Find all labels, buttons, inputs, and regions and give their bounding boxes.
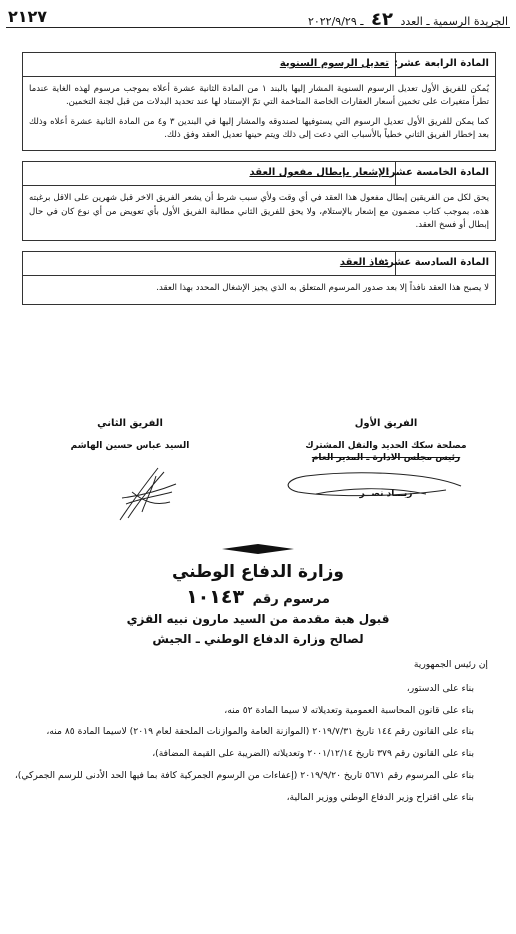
- preamble-item: بناء على المرسوم رقم ٥٦٧١ تاريخ ٢٠١٩/٩/٢٠ (إعفاءات من الرسوم الجمركية كافة بما فيها الحد الأدنى للرسم الجمركي)،: [14, 769, 474, 781]
- page-number: ٢١٢٧: [8, 7, 48, 26]
- article-14-paragraph-1: يُمكن للفريق الأول تعديل الرسوم السنوية المشار إليها بالبند ١ من المادة الثانية عشرة أعلاه بموجب مرسوم لهذه الغاية عندما تطرأ متغيرات على تخمين أسعار العقارات الخاصة المتاخمة التي تمّ الإستناد لها عند تحديد البدلات من قبل لجنة التخمين.: [29, 84, 489, 108]
- decree-heading: [0, 586, 516, 608]
- preamble-item: بناء على القانون رقم ٣٧٩ تاريخ ٢٠٠١/١٢/١٤ وتعديلاته (الضريبة على القيمة المضافة)،: [152, 748, 474, 760]
- article-16-header: [23, 252, 495, 276]
- second-party: [20, 418, 240, 453]
- article-15: [22, 161, 496, 241]
- decree-number: ١٠١٤٣: [186, 586, 245, 608]
- article-14-label: المادة الرابعة عشر:: [395, 53, 495, 76]
- article-15-header: [23, 162, 495, 186]
- first-party-position: رئيس مجلس الادارة ـ المدير العام: [311, 453, 461, 463]
- article-14: [22, 52, 496, 151]
- article-14-header: [23, 53, 495, 77]
- article-14-paragraph-2: كما يمكن للفريق الأول تعديل الرسوم التي يستوفيها لصندوقه والمشار إليها في البندين ٣ و٤ من المادة الثانية عشرة أعلاه وذلك بعد إخطار الفريق الثاني خطياً بالأسباب التي دعت إلى ذلك ويتم حينها تعديل العقد وفق ذلك.: [29, 116, 490, 140]
- preamble-item: بناء على اقتراح وزير الدفاع الوطني ووزير المالية،: [286, 791, 474, 803]
- article-16-title: نفاذ العقد: [339, 257, 389, 269]
- article-14-title: تعديل الرسوم السنوية: [279, 58, 389, 69]
- article-16-label: المادة السادسة عشر:: [395, 252, 495, 275]
- journal-header: [308, 9, 508, 30]
- second-party-title: الفريق الثاني: [97, 418, 163, 429]
- issue-number: ٤٢: [370, 9, 393, 30]
- second-party-name: السيد عباس حسين الهاشم: [70, 441, 190, 451]
- signature-block: [20, 418, 496, 536]
- article-16: [22, 251, 496, 304]
- page-header: [6, 6, 510, 28]
- president-line: إن رئيس الجمهورية: [413, 659, 488, 670]
- second-party-signature-image: [112, 462, 182, 524]
- article-15-paragraph-1: يحق لكل من الفريقين إبطال مفعول هذا العقد في أي وقت ولأي سبب شرط أن يشعر الفريق الاخر قبل شهرين على الاقل برغبته هذه، بموجب كتاب مضمون مع إشعار بالإستلام، ولا يحق للفريق الثاني مطالبة الفريق الأول بأي تعويض من أي نوع كان في حال إبطال أو فسخ العقد.: [29, 193, 489, 230]
- article-15-title: الإشعار بإبطال مفعول العقد: [249, 167, 389, 179]
- decree-title-line-1: قبول هبة مقدمة من السيد مارون نبيه القزي: [126, 612, 390, 626]
- article-16-body: [23, 276, 495, 303]
- issue-date: ـ ٢٠٢٢/٩/٢٩: [307, 15, 364, 28]
- journal-name: الجريدة الرسمية ـ العدد: [400, 15, 508, 28]
- preamble-item: بناء على قانون المحاسبة العمومية وتعديلاته لا سيما المادة ٥٢ منه،: [224, 704, 474, 716]
- decree-label: مرسوم رقم: [252, 592, 330, 607]
- preamble-item: بناء على الدستور،: [406, 682, 474, 694]
- preamble-item: بناء على القانون رقم ١٤٤ تاريخ ٢٠١٩/٧/٣١ (الموازنة العامة والموازنات الملحقة لعام ٢٠١٩) لاسيما المادة ٨٥ منه،: [46, 726, 474, 738]
- first-party-signatory: زيـــاد نصــر: [359, 489, 413, 499]
- decree-preamble: [4, 658, 488, 813]
- contract-articles: [22, 52, 496, 305]
- ministry-title: وزارة الدفاع الوطني: [171, 562, 345, 582]
- article-14-body: [23, 77, 495, 150]
- first-party-org: مصلحة سكك الحديد والنقل المشترك: [305, 441, 467, 451]
- first-party-title: الفريق الأول: [354, 418, 418, 429]
- section-ornament: [222, 544, 294, 554]
- first-party-signature-image: [276, 464, 466, 504]
- article-15-body: [23, 186, 495, 240]
- article-15-label: المادة الخامسة عشر:: [395, 162, 495, 185]
- decree-title-line-2: لصالح وزارة الدفاع الوطني ـ الجيش: [152, 632, 364, 646]
- article-16-paragraph-1: لا يصبح هذا العقد نافذاً إلا بعد صدور المرسوم المتعلق به الذي يجيز الإشغال المحدد بهذا العقد.: [156, 283, 489, 294]
